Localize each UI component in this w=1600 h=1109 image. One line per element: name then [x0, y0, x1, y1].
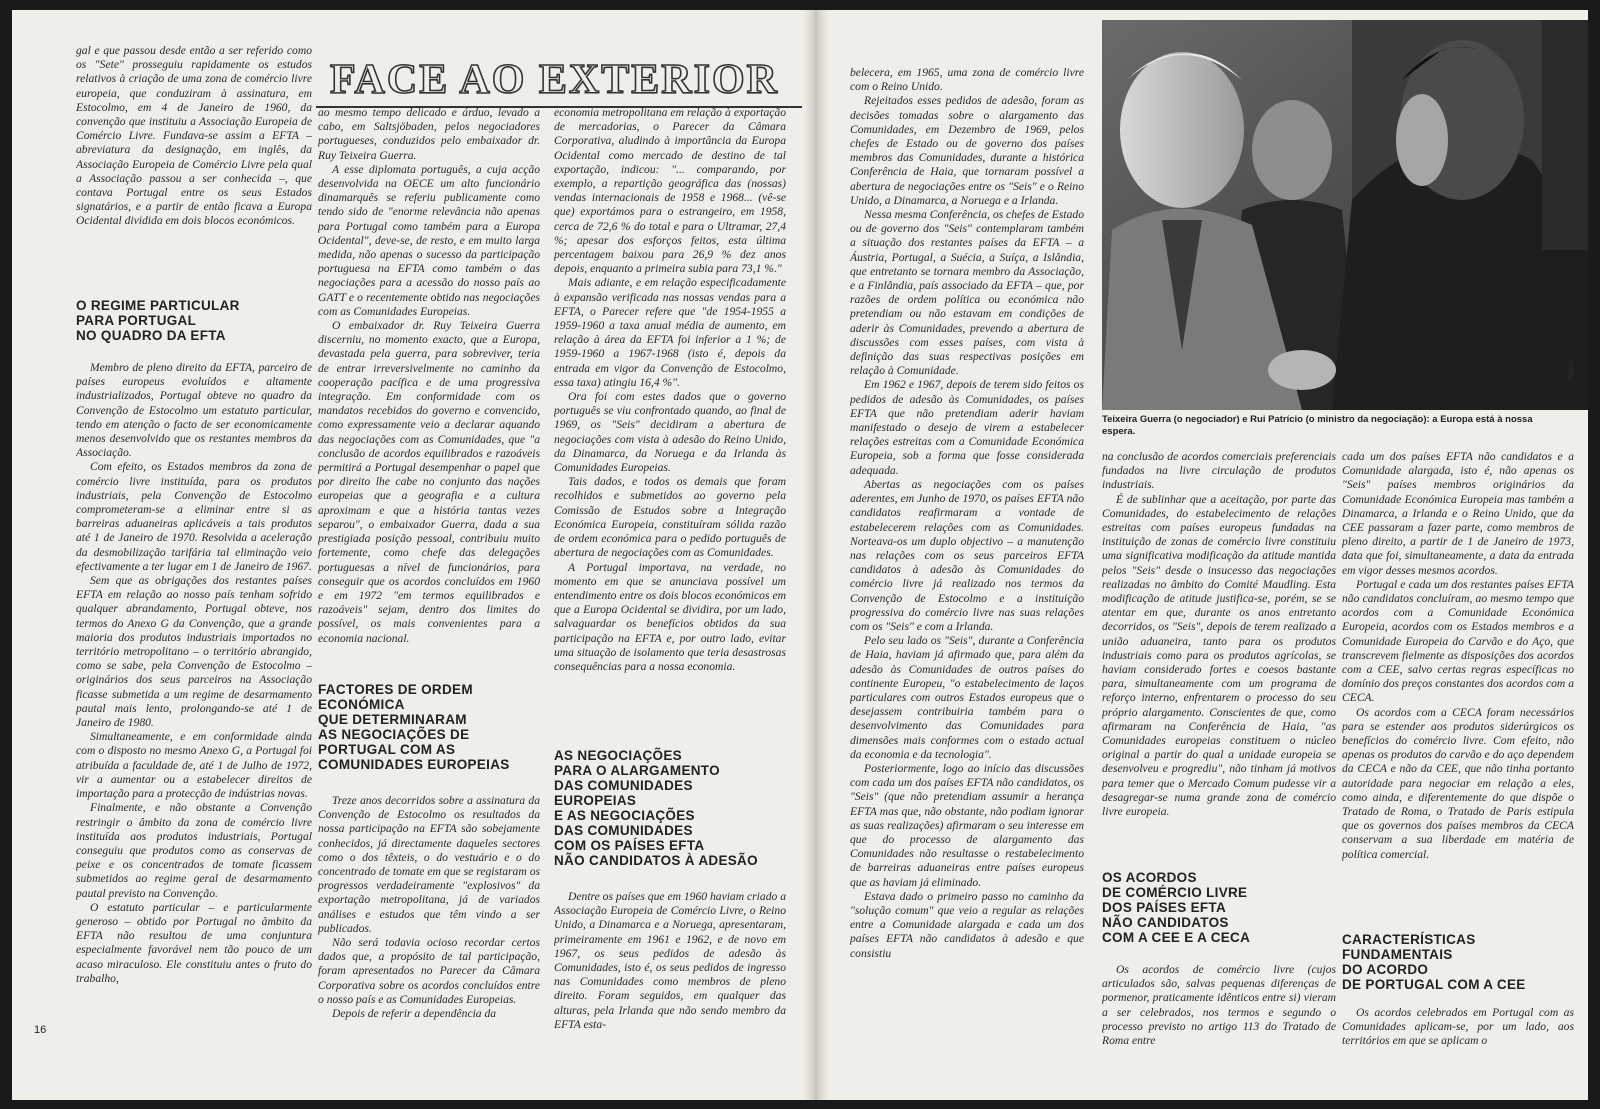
col3-body2 — [554, 890, 786, 1034]
section-heading-factores: FACTORES DE ORDEM ECONÓMICA QUE DETERMINARAM AS NEGOCIAÇÕES DE PORTUGAL COM AS COMUNIDADES EUROPEIAS — [318, 682, 510, 772]
photo-teixeira-guerra-rui-patricio — [1102, 20, 1588, 410]
body-paragraph: Os acordos celebrados em Portugal com as Comunidades aplicam-se, por um lado, aos territórios em que se aplicam o — [1342, 1006, 1574, 1048]
body-paragraph: Não será todavia ocioso recordar certos dados que, a propósito de tal participação, foram apresentados no Parecer da Câmara Corporativa sobre os acordos concluídos entre o nosso país e as Comunidades Europeias. — [318, 936, 540, 1006]
body-paragraph: O estatuto particular – e particularmente generoso – obtido por Portugal no âmbito da EFTA não resultou de uma conjuntura especialmente favorável nem tão pouco de um acaso miraculoso. Ele constituiu antes o fruto do trabalho, — [76, 900, 312, 985]
body-paragraph: Mais adiante, e em relação especificadamente à expansão verificada nas nossas vendas para a EFTA, o Parecer refere que "de 1954-1955 a 1959-1960 a taxa anual média de aumento, em relação à área da EFTA foi inferior a 1 %; de 1959-1960 a 1967-1968 (isto é, depois da entrada em vigor da Convenção de Estocolmo, essa taxa) atingiu 16,4 %". — [554, 276, 786, 389]
section-heading-negociacoes: AS NEGOCIAÇÕES PARA O ALARGAMENTO DAS COMUNIDADES EUROPEIAS E AS NEGOCIAÇÕES DAS COMUNIDADES COM OS PAÍSES EFTA NÃO CANDIDATOS À ADESÃO — [554, 748, 758, 868]
section-heading-regime: O REGIME PARTICULAR PARA PORTUGAL NO QUADRO DA EFTA — [76, 298, 240, 343]
column-3 — [554, 106, 786, 1034]
body-paragraph: Membro de pleno direito da EFTA, parceiro de países europeus evoluídos e altamente industrializados, Portugal obteve no quadro da Convenção de Estocolmo um estatuto particular, tendo em atenção o facto de ser economicamente menos desenvolvido que os restantes membros da Associação. — [76, 361, 312, 460]
regime-body — [76, 361, 312, 1001]
body-paragraph: Depois de referir a dependência da — [332, 1007, 497, 1021]
body-paragraph: A Portugal importava, na verdade, no momento em que se anunciava possível um entendimento entre os dois blocos económicos em que a Europa Ocidental se dividira, por um lado, salvaguardar os benefícios obtidos da sua participação na EFTA e, por outro lado, evitar uma situação de isolamento que teria desastrosas consequências para a nossa economia. — [554, 560, 786, 673]
body-paragraph: Rejeitados esses pedidos de adesão, foram as decisões tomadas sobre o alargamento das Comunidades, em Dezembro de 1969, pelos chefes de Estado ou de governo dos países membros das Comunidades, durante a histórica Conferência de Haia, que tornaram possível a abertura de negociações entre os "Seis" e o Reino Unido, a Dinamarca, a Noruega e a Irlanda. — [850, 94, 1084, 207]
body-paragraph: Em 1962 e 1967, depois de terem sido feitos os pedidos de adesão às Comunidades, os países EFTA que não pretendiam aderir haviam manifestado o desejo de virem a estabelecer relações estreitas com a Comunidade Económica Europeia, sob a forma que fosse considerada adequada. — [850, 378, 1084, 477]
body-paragraph: O embaixador dr. Ruy Teixeira Guerra discerniu, no momento exacto, que a Europa, devastada pela guerra, para sobreviver, teria de entrar irreversivelmente no caminho da cooperação pacífica e de uma progressiva integração. Em conformidade com os mandatos recebidos do governo e convencido, como expressamente veio a declarar aquando das negociações com as Comunidades, que "a conclusão de acordos equilibrados e razoáveis permitirá a Portugal desempenhar o papel que por direito lhe cabe no conjunto das nações europeias que a geografia e a cultura aproximam e que a história tantas vezes separou", o embaixador Guerra, dada a sua prestigiada posição pessoal, contribuiu muito fortemente, como chefe das delegações portuguesas a nível de funcionários, para conseguir que os acordos concluídos em 1960 e em 1972 "em termos equilibrados e razoáveis" sejam, dentro dos limites do possível, os mais convenientes para a economia nacional. — [318, 319, 540, 645]
magazine-spread — [12, 10, 1588, 1100]
col5-body — [1102, 450, 1336, 848]
column-4 — [850, 66, 1084, 1060]
masthead — [316, 50, 802, 110]
body-paragraph: Com efeito, os Estados membros da zona de comércio livre instituída, para os produtos industriais, pela Convenção de Estocolmo comprometeram-se a eliminar entre si as barreiras aduaneiras aplicáveis a tais produtos até 1 de Janeiro de 1970. Resolvida a aceleração da desmobilização tarifária tal eliminação veio efectivamente a ter lugar em 1 de Janeiro de 1967. — [76, 460, 312, 573]
photo-credit: Vasco — [1568, 361, 1575, 380]
body-paragraph: Ora foi com estes dados que o governo português se viu confrontado quando, ao final de 1969, os "Seis" decidiram a abertura de negociações com vista à adesão do Reino Unido, da Dinamarca, da Noruega e da Irlanda às Comunidades Europeias. — [554, 390, 786, 475]
section-heading-caracteristicas: CARACTERÍSTICAS FUNDAMENTAIS DO ACORDO DE PORTUGAL COM A CEE — [1342, 932, 1526, 992]
col6-body2 — [1342, 1006, 1574, 1050]
body-paragraph: Estava dado o primeiro passo no caminho da "solução comum" que veio a regular as relações entre a Comunidade alargada e cada um dos países EFTA não candidatos à adesão e que consistiu — [850, 889, 1084, 960]
body-paragraph: Dentre os países que em 1960 haviam criado a Associação Europeia de Comércio Livre, o Reino Unido, a Dinamarca e a Noruega, apresentaram, primeiramente em 1961 e 1962, e de novo em 1967, os seus pedidos de adesão às Comunidades, isto é, os seus pedidos de ingresso nas Comunidades como membros de pleno direito. Foram seguidos, em qualquer das alturas, pela Irlanda que não sendo membro da EFTA esta- — [554, 890, 786, 1031]
photo-illustration — [1102, 20, 1588, 410]
col4-body — [850, 66, 1084, 1060]
body-paragraph: na conclusão de acordos comerciais preferenciais fundados na livre circulação de produtos industriais. — [1102, 450, 1336, 492]
body-paragraph: Nessa mesma Conferência, os chefes de Estado ou de governo dos "Seis" contemplaram também a situação dos restantes países da EFTA – a Áustria, Portugal, a Suécia, a Suíça, a Islândia, que entretanto se tornara membro da Associação, e a Finlândia, país associado da EFTA – que, por razões de ordem política ou económica não pretendiam ou não estavam em condições de aderir às Comunidades, prevendo a abertura de discussões com esses países, com vista à definição das suas respectivas posições em relação à Comunidade. — [850, 208, 1084, 378]
body-paragraph: Sem que as obrigações dos restantes países EFTA em relação ao nosso país tenham sofrido qualquer abrandamento, Portugal obteve, nos termos do Anexo G da Convenção, que a grande maioria dos produtos industriais importados no território metropolitano – o território abrangido, como se sabe, pela Convenção de Estocolmo – originários dos seus parceiros na Associação ficasse submetida a um regime de desarmamento pautal mais lento, prolongando-se até 1 de Janeiro de 1980. — [76, 574, 312, 730]
body-paragraph: Os acordos com a CECA foram necessários para se estender aos produtos siderúrgicos os benefícios do comércio livre. Com efeito, não apenas os produtos do carvão e do aço dependem da CECA e não da CEE, que não tinha portanto autoridade para negociar em relação a eles, como ainda, e diferentemente do que dispõe o Tratado de Roma, o Tratado de Paris estipula que os governos dos países membros da CECA conservam a sua liberdade em matéria de política comercial. — [1342, 705, 1574, 861]
body-paragraph: É de sublinhar que a aceitação, por parte das Comunidades, do estabelecimento de relações estreitas com países europeus fundadas na instituição de zonas de comércio livre constituiu uma significativa modificação da atitude mantida pelos "Seis" desde o insucesso das negociações realizadas no âmbito do Comité Maudling. Esta modificação de atitude justifica-se, porém, se se atentar em que, durante os anos entretanto decorridos, os "Seis", depois de terem realizado a união aduaneira, tanto para os produtos industriais como para os produtos agrícolas, se haviam considerado fortes e coesos bastante para, simultaneamente com um programa de reforço interno, enfrentarem o processo do seu próprio alargamento. Conscientes de que, como afirmaram na Conferência de Haia, "as Comunidades europeias constituem o núcleo original a partir do qual a unidade europeia se desenvolveu e progrediu", não tinham já motivos para temer que o Mercado Comum pudesse vir a desagregar-se numa grande zona de comércio livre europeia. — [1102, 492, 1336, 819]
column-6 — [1342, 450, 1574, 1050]
body-paragraph: Finalmente, e não obstante a Convenção restringir o âmbito da zona de comércio livre instituída aos produtos industriais, Portugal conseguiu que produtos como as conservas de peixe e os concentrados de tomate ficassem submetidos ao regime geral de desarmamento pautal previsto na Convenção. — [76, 801, 312, 900]
page-title: FACE AO EXTERIOR — [330, 57, 779, 103]
body-paragraph: Simultaneamente, e em conformidade ainda com o disposto no mesmo Anexo G, a Portugal foi atribuída a faculdade de, até 1 de Julho de 1972, vir a aumentar ou a estabelecer direitos de importação para a protecção de indústrias novas. — [76, 730, 312, 801]
body-paragraph: Portugal e cada um dos restantes países EFTA não candidatos concluíram, ao mesmo tempo que acordos com a Comunidade Económica Europeia, acordos com os Estados membros e a Comunidade Europeia do Carvão e do Aço, que transcrevem fielmente as disposições dos acordos com a CEE, salvo certas regras específicas no domínio dos preços constantes dos acordos com a CECA. — [1342, 577, 1574, 705]
body-paragraph: economia metropolitana em relação à exportação de mercadorias, o Parecer da Câmara Corporativa, aludindo à importância da Europa Ocidental como mercado de destino de tal exportação, indicou: "... comparando, por exemplo, a repartição geográfica das (nossas) vendas internacionais de 1958 e 1968... (vê-se que) exportámos para o estrangeiro, em 1958, cerca de 72,6 % do total e para o Ultramar, 27,4 %; apesar dos esforços feitos, esta última percentagem baixou para 26,9 % dez anos depois, enquanto a primeira subia para 73,1 %." — [554, 106, 786, 276]
page-number: 16 — [34, 1024, 47, 1036]
col2-body — [318, 106, 540, 660]
body-paragraph: A esse diplomata português, a cuja acção desenvolvida na OECE um alto funcionário dinamarquês se referiu publicamente como tendo sido de "enorme relevância não apenas para Portugal como também para a Europa Ocidental", deve-se, de resto, e em muito larga medida, não apenas o sucesso da participação portuguesa na EFTA como também o das negociações para a acessão do nosso país ao GATT e o recentemente obtido nas negociações com as Comunidades Europeias. — [318, 162, 540, 318]
column-1 — [76, 44, 312, 1001]
column-2 — [318, 106, 540, 1030]
body-paragraph: Os acordos de comércio livre (cujos articulados são, salvas pequenas diferenças de pormenor, praticamente idênticos entre si) vieram a ser celebrados, nos termos e segundo o processo previsto no artigo 113 do Tratado de Roma entre — [1102, 963, 1336, 1048]
col3-body — [554, 106, 786, 718]
body-paragraph: Abertas as negociações com os países aderentes, em Junho de 1970, os países EFTA não candidatos reafirmaram a vontade de estabelecerem relações com as Comunidades. Norteava-os um duplo objectivo – a manutenção nas relações com os seus parceiros EFTA candidatos à adesão às Comunidades do comércio livre já realizado nos termos da Convenção de Estocolmo e a instituição progressiva do comércio livre nas suas relações com os "Seis" e com a Irlanda. — [850, 477, 1084, 633]
body-paragraph: Tais dados, e todos os demais que foram recolhidos e submetidos ao governo pela Comissão de Estudos sobre a Integração Económica Europeia, constituíram sólida razão de ordem económica para o pedido português de abertura de negociações com as Comunidades. — [554, 475, 786, 560]
body-paragraph: Treze anos decorridos sobre a assinatura da Convenção de Estocolmo os resultados da nossa participação na EFTA são sobejamente conhecidos, já directamente daqueles sectores como o dos têxteis, o do vestuário e o do concentrado de tomate em que se registaram os progressos verdadeiramente "explosivos" da exportação metropolitana, já de variados análises e estudos que têm vindo a ser publicados. — [318, 794, 540, 935]
col6-body — [1342, 450, 1574, 916]
body-paragraph: belecera, em 1965, uma zona de comércio livre com o Reino Unido. — [850, 66, 1084, 94]
intro-paragraph: gal e que passou desde então a ser referido como os "Sete" prosseguiu rapidamente os estudos relativos à criação de uma zona de comércio livre europeia, que conduziram à assinatura, em Estocolmo, em 4 de Janeiro de 1960, da convenção que instituiu a Associação Europeia de Comércio Livre. Fundava-se assim a EFTA – abreviatura da designação, em inglês, da Associação Europeia de Comércio Livre pela qual a Associação passou a ser conhecida –, que contava Portugal entre os seus Estados signatários, e a partir de então ficava a Europa Ocidental dividida em dois blocos económicos. — [76, 44, 312, 228]
col5-body2 — [1102, 963, 1336, 1051]
body-paragraph: Posteriormente, logo ao início das discussões com cada um dos países EFTA não candidatos, os "Seis" (que não pretendiam assumir a herança EFTA mas que, não obstante, não podiam ignorar as suas realizações) afirmaram o seu interesse em que do processo de alargamento das Comunidades não resultasse o restabelecimento de barreiras aduaneiras entre países europeus que as haviam já eliminado. — [850, 761, 1084, 889]
section-heading-acordos: OS ACORDOS DE COMÉRCIO LIVRE DOS PAÍSES EFTA NÃO CANDIDATOS COM A CEE E A CECA — [1102, 870, 1251, 945]
col2-body2 — [318, 794, 540, 1030]
page-gutter — [804, 10, 828, 1100]
body-paragraph: cada um dos países EFTA não candidatos e a Comunidade alargada, isto é, não apenas os "Seis" países membros originários da Comunidade Económica Europeia mas também a Dinamarca, a Irlanda e o Reino Unido, que da CEE passaram a fazer parte, como membros de pleno direito, a partir de 1 de Janeiro de 1973, data que foi, simultaneamente, a data da entrada em vigor desses mesmos acordos. — [1342, 450, 1574, 577]
photo-caption: Teixeira Guerra (o negociador) e Rui Patrício (o ministro da negociação): a Europa está à nossa espera. — [1102, 414, 1533, 437]
body-paragraph: ao mesmo tempo delicado e árduo, levado a cabo, em Saltsjöbaden, pelos negociadores portugueses, conduzidos pelo embaixador dr. Ruy Teixeira Guerra. — [318, 106, 540, 162]
body-paragraph: Pelo seu lado os "Seis", durante a Conferência de Haia, haviam já afirmado que, para além da adesão às Comunidades de outros países do continente Europeu, "o estabelecimento de laços particulares com outros Estados europeus que o desejassem contribuiria também para o desenvolvimento das Comunidades para dimensões mais conformes com o estado actual da economia e da tecnologia". — [850, 634, 1084, 761]
column-5 — [1102, 450, 1336, 1051]
